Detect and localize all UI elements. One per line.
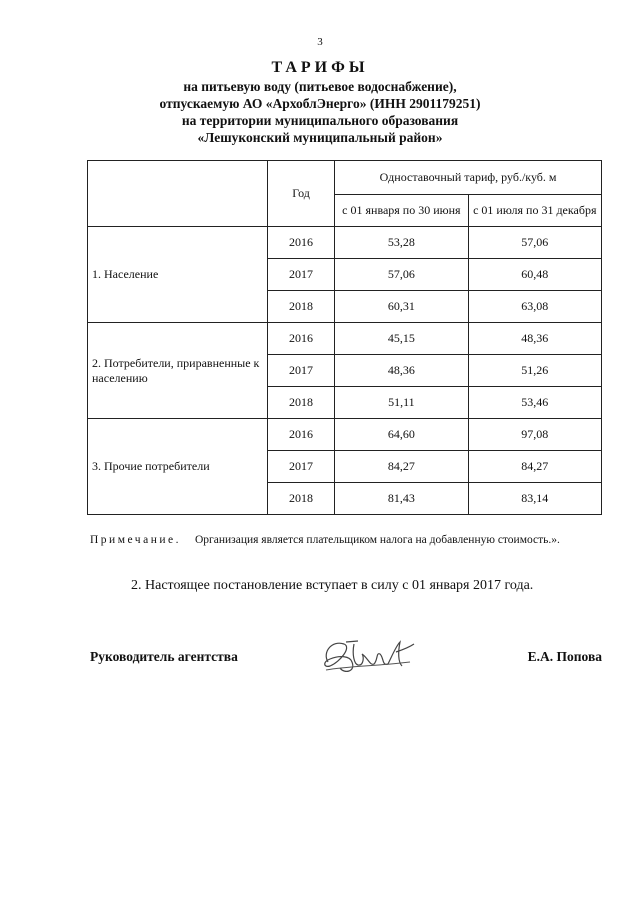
tariff-value: 60,31: [335, 291, 468, 323]
signatory-name: Е.А. Попова: [527, 649, 602, 664]
handwritten-signature-icon: [318, 632, 422, 678]
year-cell: 2016: [267, 323, 334, 355]
tariff-value: 97,08: [468, 419, 601, 451]
year-cell: 2017: [267, 355, 334, 387]
year-cell: 2017: [267, 451, 334, 483]
tariff-value: 64,60: [335, 419, 468, 451]
tariff-value: 60,48: [468, 259, 601, 291]
tariff-value: 81,43: [335, 483, 468, 515]
tariff-value: 53,46: [468, 387, 601, 419]
tariff-value: 48,36: [468, 323, 601, 355]
tariff-value: 57,06: [335, 259, 468, 291]
title-line: отпускаемую АО «АрхоблЭнерго» (ИНН 2901179251): [159, 96, 481, 111]
note-label: Примечание.: [90, 534, 181, 546]
tariff-value: 45,15: [335, 323, 468, 355]
note: [90, 533, 602, 548]
note-body: [90, 533, 602, 548]
tariff-value: 53,28: [335, 227, 468, 259]
tariff-value: 51,11: [335, 387, 468, 419]
year-cell: 2017: [267, 259, 334, 291]
title-line: на питьевую воду (питьевое водоснабжение),: [183, 79, 457, 94]
year-cell: 2018: [267, 483, 334, 515]
tariff-value: 48,36: [335, 355, 468, 387]
signature-block: [90, 640, 602, 680]
tariff-value: 57,06: [468, 227, 601, 259]
tariff-table: [87, 160, 602, 515]
category-cell: 1. Население: [88, 227, 268, 323]
year-cell: 2016: [267, 419, 334, 451]
year-cell: 2016: [267, 227, 334, 259]
signatory-title: Руководитель агентства: [90, 649, 238, 664]
title-line: «Лешуконский муниципальный район»: [197, 130, 443, 145]
title-main: ТАРИФЫ: [271, 59, 369, 76]
header-tariff: Одноставочный тариф, руб./куб. м: [335, 161, 602, 195]
tariff-value: 63,08: [468, 291, 601, 323]
header-period-2: с 01 июля по 31 декабря: [468, 195, 601, 227]
tariff-value: 84,27: [335, 451, 468, 483]
year-cell: 2018: [267, 291, 334, 323]
tariff-value: 51,26: [468, 355, 601, 387]
tariff-value: 84,27: [468, 451, 601, 483]
category-cell: 2. Потребители, приравненные к населению: [88, 323, 268, 419]
year-cell: 2018: [267, 387, 334, 419]
page-number: 3: [317, 36, 323, 48]
header-period-1: с 01 января по 30 июня: [335, 195, 468, 227]
tariff-value: 83,14: [468, 483, 601, 515]
title-line: на территории муниципального образования: [181, 113, 459, 128]
header-category-cell: [88, 161, 268, 227]
note-text: Организация является плательщиком налога на добавленную стоимость.».: [194, 534, 560, 546]
document-title: [0, 58, 640, 146]
category-cell: 3. Прочие потребители: [88, 419, 268, 515]
effective-date-clause: 2. Настоящее постановление вступает в силу с 01 января 2017 года.: [131, 578, 534, 593]
header-year: Год: [267, 161, 334, 227]
